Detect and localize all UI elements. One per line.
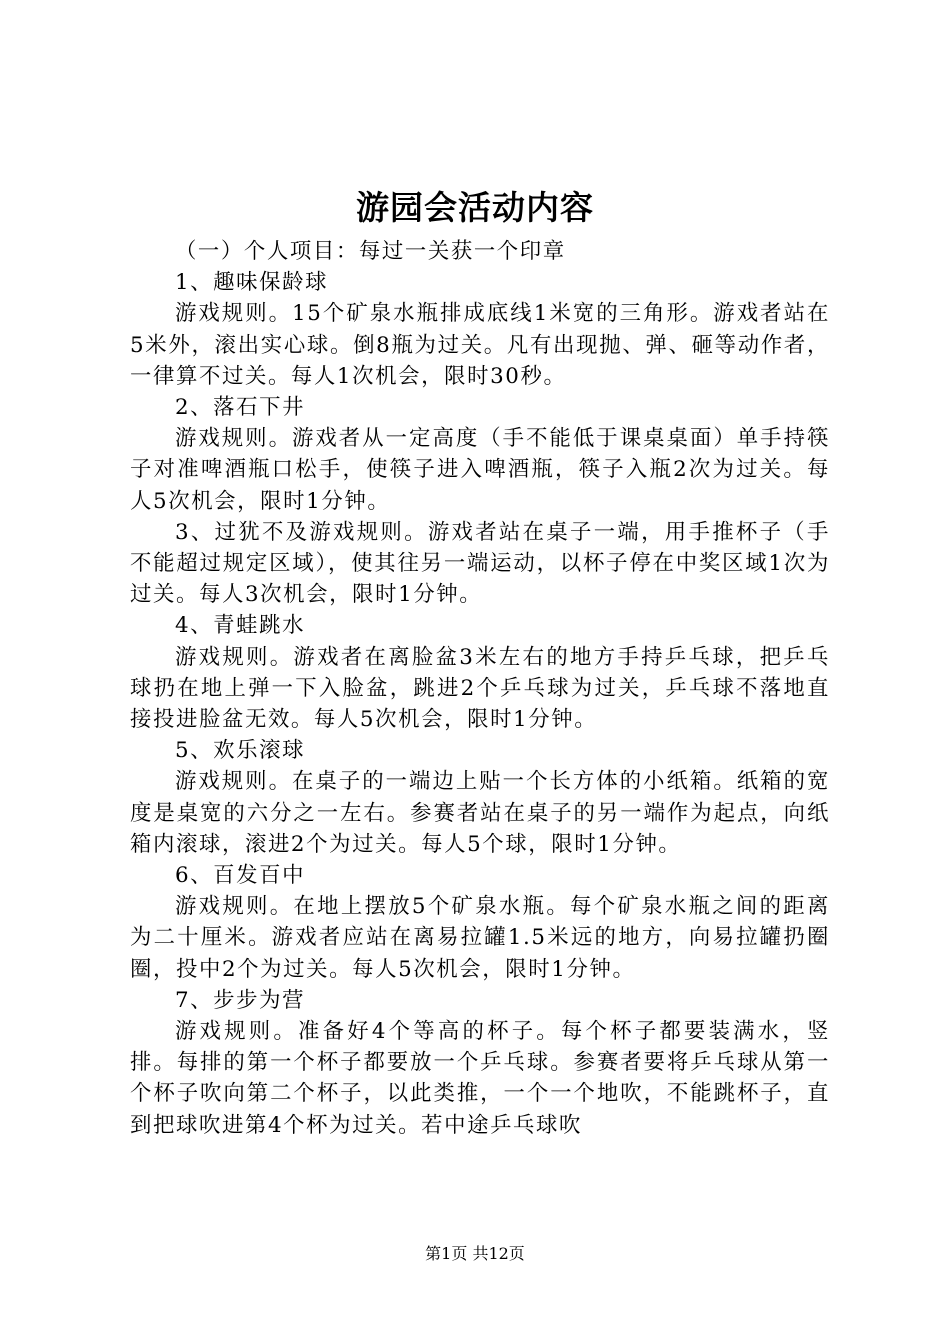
item-heading: 7、步步为营 [174,987,306,1013]
section-heading: （一）个人项目：每过一关获一个印章 [174,239,566,264]
rule-paragraph: 3、过犹不及游戏规则。游戏者站在桌子一端，用手推杯子（手不能超过规定区域），使其往另一端运动，以杯子停在中奖区域1次为过关。每人3次机会，限时1分钟。 [130,519,830,608]
rule-paragraph: 游戏规则。在地上摆放5个矿泉水瓶。每个矿泉水瓶之间的距离为二十厘米。游戏者应站在离易拉罐1.5米远的地方，向易拉罐扔圈圈，投中2个为过关。每人5次机会，限时1分钟。 [130,894,830,982]
item-heading: 6、百发百中 [174,863,306,889]
rule-paragraph: 游戏规则。15个矿泉水瓶排成底线1米宽的三角形。游戏者站在5米外，滚出实心球。倒8瓶为过关。凡有出现抛、弹、砸等动作者，一律算不过关。每人1次机会，限时30秒。 [130,301,830,389]
item-heading: 1、趣味保龄球 [174,270,329,296]
rule-paragraph: 游戏规则。准备好4个等高的杯子。每个杯子都要装满水，竖排。每排的第一个杯子都要放一个乒乓球。参赛者要将乒乓球从第一个杯子吹向第二个杯子，以此类推，一个一个地吹，不能跳杯子，直到把球吹进第4个杯为过关。若中途乒乓球吹 [130,1019,830,1138]
rule-paragraph: 游戏规则。在桌子的一端边上贴一个长方体的小纸箱。纸箱的宽度是桌宽的六分之一左右。参赛者站在桌子的另一端作为起点，向纸箱内滚球，滚进2个为过关。每人5个球，限时1分钟。 [130,769,830,857]
document-body [130,236,830,1141]
item-heading: 2、落石下井 [174,395,306,421]
item-heading: 5、欢乐滚球 [174,738,306,764]
page-footer: 第1页 共12页 [425,1244,525,1263]
rule-paragraph: 游戏规则。游戏者从一定高度（手不能低于课桌桌面）单手持筷子对准啤酒瓶口松手，使筷子进入啤酒瓶，筷子入瓶2次为过关。每人5次机会，限时1分钟。 [130,426,830,514]
rule-paragraph: 游戏规则。游戏者在离脸盆3米左右的地方手持乒乓球，把乒乓球扔在地上弹一下入脸盆，跳进2个乒乓球为过关，乒乓球不落地直接投进脸盆无效。每人5次机会，限时1分钟。 [130,644,830,733]
item-heading: 4、青蛙跳水 [174,613,306,639]
page-title: 游园会活动内容 [356,188,594,227]
